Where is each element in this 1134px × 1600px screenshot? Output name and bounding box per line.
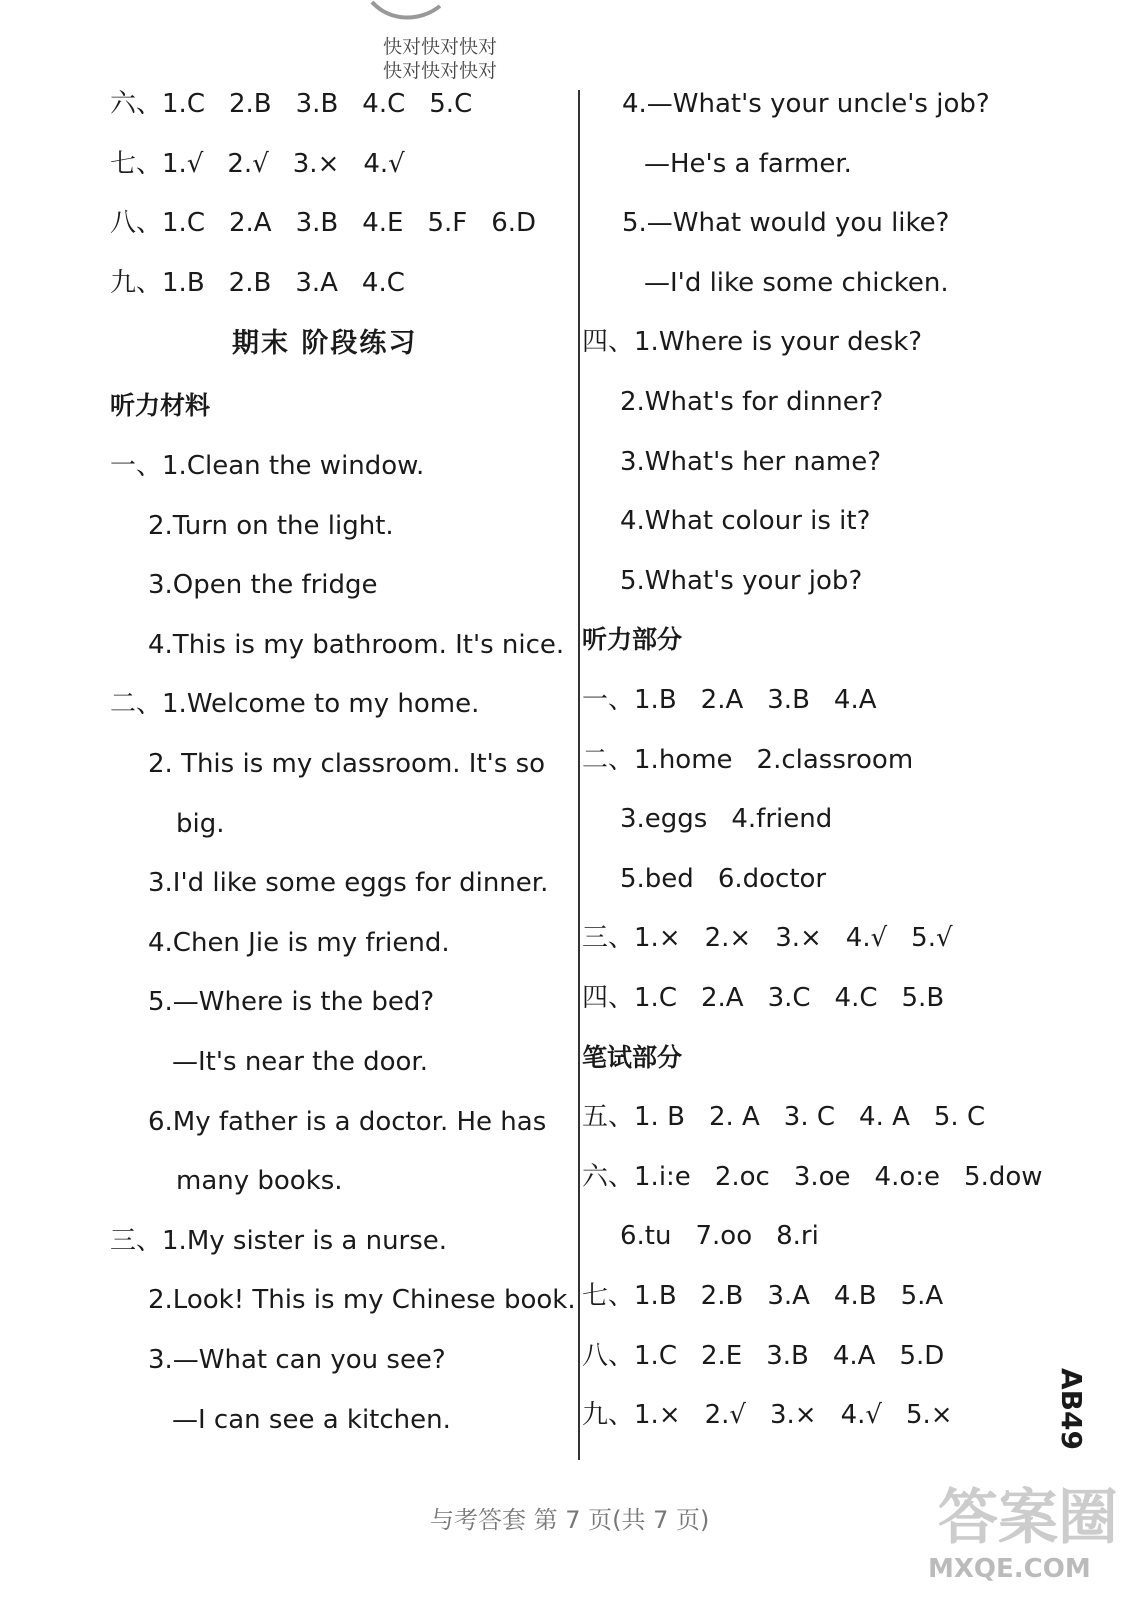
right-answer-row-item: 4. A	[859, 1102, 910, 1133]
transcript-text: 4.What colour is it?	[620, 506, 871, 537]
left-answer-row	[110, 267, 405, 301]
header-line-1: 快对快对快对	[383, 36, 498, 58]
transcript-line	[620, 446, 881, 480]
transcript-line	[148, 569, 378, 603]
transcript-line	[148, 510, 394, 544]
transcript-text: 2.Look! This is my Chinese book.	[148, 1285, 576, 1316]
transcript-line	[172, 1046, 428, 1080]
transcript-text: 1.Welcome to my home.	[162, 689, 480, 720]
right-answer-row	[582, 982, 944, 1016]
transcript-line	[622, 207, 949, 241]
section-title-text: 期末 阶段练习	[232, 328, 418, 359]
right-answer-row	[582, 1101, 985, 1135]
right-answer-row-item: 1.B	[634, 1281, 677, 1311]
watermark-cn: 答案圈	[938, 1483, 1118, 1553]
part-prefix: 四、	[582, 327, 635, 358]
transcript-line	[148, 748, 545, 782]
transcript-text: —It's near the door.	[172, 1047, 429, 1077]
right-answer-row	[582, 684, 877, 718]
part-prefix: 三、	[110, 1225, 163, 1256]
right-answer-row-item: 1.×	[634, 1400, 681, 1431]
transcript-line	[148, 629, 564, 663]
answer-item: 6.doctor	[717, 863, 827, 894]
left-answer-row-item: 3.B	[295, 89, 339, 119]
right-answer-row	[620, 1220, 819, 1254]
right-answer-row-item: 2.oc	[714, 1161, 770, 1192]
written-label-text: 笔试部分	[582, 1042, 683, 1072]
transcript-text: 6.My father is a doctor. He has	[148, 1106, 547, 1137]
transcript-text: 2.What's for dinner?	[620, 387, 884, 417]
right-answer-row-item: 4.o:e	[874, 1161, 941, 1192]
answer-item: 8.ri	[776, 1221, 819, 1252]
left-answer-row-item: 4.E	[362, 208, 404, 239]
transcript-text: 5.—Where is the bed?	[148, 987, 435, 1018]
left-answer-row-item: 4.C	[362, 89, 406, 119]
answer-item: 1.home	[634, 744, 733, 775]
listening-label	[582, 624, 682, 658]
right-answer-row-prefix: 六、	[582, 1161, 635, 1192]
left-answer-row-item: 4.C	[361, 267, 405, 298]
transcript-text: 5.—What would you like?	[622, 208, 950, 239]
watermark-url: MXQE.COM	[928, 1554, 1091, 1584]
right-answer-row-item: 5.D	[899, 1340, 945, 1371]
right-answer-row-prefix: 九、	[582, 1400, 635, 1431]
transcript-line	[148, 986, 434, 1020]
transcript-line	[622, 88, 990, 122]
transcript-text: 1.My sister is a nurse.	[162, 1225, 448, 1256]
right-answer-row-item: 4.C	[834, 983, 878, 1013]
left-answer-row	[110, 148, 405, 182]
right-answer-row-item: 2.B	[700, 1281, 744, 1311]
answer-item: 2.classroom	[756, 744, 914, 775]
right-answer-row-item: 3.B	[767, 685, 810, 715]
answer-item: 4.friend	[731, 804, 833, 835]
left-answer-row-item: 5.F	[427, 208, 468, 239]
left-answer-row-item: 3.B	[295, 208, 339, 239]
transcript-text: 2. This is my classroom. It's so	[148, 749, 546, 779]
side-page-tab: AB49	[1055, 1368, 1088, 1450]
transcript-line	[172, 1404, 451, 1438]
right-answer-row-item: 3.B	[766, 1340, 809, 1371]
transcript-text: 3.Open the fridge	[148, 570, 378, 601]
right-answer-row-item: 1.i:e	[634, 1161, 691, 1192]
transcript-line	[148, 927, 450, 961]
transcript-text: 2.Turn on the light.	[148, 510, 394, 541]
left-answer-row-item: 5.C	[429, 89, 473, 119]
right-answer-row-item: 2.A	[700, 983, 744, 1013]
right-answer-row-prefix: 一、	[582, 685, 635, 715]
watermark	[918, 1470, 1128, 1590]
transcript-text: 3.I'd like some eggs for dinner.	[148, 868, 549, 899]
right-answer-row	[582, 1161, 1043, 1195]
right-answer-row-item: 5. C	[933, 1102, 986, 1133]
transcript-text: 4.Chen Jie is my friend.	[148, 927, 450, 958]
right-answer-row-item: 5.×	[905, 1400, 953, 1431]
right-answer-row-item: 1.B	[634, 685, 677, 715]
right-answer-row	[582, 1280, 943, 1314]
answer-item: 5.bed	[620, 863, 694, 894]
transcript-text: 5.What's your job?	[620, 565, 863, 596]
left-answer-row-item: 2.A	[228, 208, 272, 239]
page-footer: 与考答套 第 7 页(共 7 页)	[430, 1506, 710, 1534]
right-answer-row-item: 2.×	[704, 923, 752, 954]
answer-item: 7.oo	[695, 1221, 753, 1252]
right-answer-row-prefix: 四、	[582, 983, 635, 1013]
transcript-line	[148, 1344, 446, 1378]
listening-material-label	[110, 390, 210, 424]
part-prefix: 二、	[582, 744, 635, 775]
transcript-line	[148, 1284, 576, 1318]
transcript-text: 4.—What's your uncle's job?	[622, 89, 990, 119]
right-answer-row-item: 3.×	[769, 1400, 817, 1431]
left-answer-row-item: 4.√	[363, 148, 405, 179]
right-answer-row-prefix: 三、	[582, 923, 635, 954]
right-answer-row-item: 3.×	[775, 923, 822, 954]
part-prefix: 二、	[110, 689, 163, 720]
left-answer-row	[110, 207, 536, 241]
right-answer-row-prefix: 八、	[582, 1340, 635, 1371]
left-answer-row-prefix: 六、	[110, 89, 163, 119]
right-answer-row-item: 1.C	[634, 983, 677, 1013]
right-answer-row-prefix: 五、	[582, 1102, 635, 1133]
transcript-text: —I'd like some chicken.	[644, 267, 949, 298]
transcript-line	[176, 1165, 343, 1199]
left-answer-row-item: 3.A	[295, 267, 338, 298]
left-answer-row-item: 1.B	[162, 267, 205, 298]
right-answer-row-item: 4.√	[840, 1400, 882, 1431]
left-answer-row-item: 1.C	[162, 89, 205, 119]
right-answer-row-item: 5.dow	[964, 1161, 1043, 1192]
transcript-line	[644, 148, 852, 182]
transcript-line	[620, 565, 862, 599]
left-answer-row-prefix: 八、	[110, 208, 163, 239]
written-label	[582, 1042, 682, 1076]
column-divider	[578, 90, 580, 1460]
right-answer-row-prefix: 七、	[582, 1281, 635, 1311]
right-answer-row-item: 5.B	[901, 983, 945, 1013]
right-answer-row-item: 2.√	[704, 1400, 746, 1431]
section-title	[232, 328, 417, 362]
transcript-text: —I can see a kitchen.	[172, 1404, 451, 1435]
answer-item: 3.eggs	[620, 804, 708, 835]
left-answer-row-item: 1.C	[162, 208, 205, 239]
right-answer-row-item: 4.A	[832, 1340, 876, 1371]
header-line-2: 快对快对快对	[383, 60, 498, 82]
right-answer-row	[582, 1399, 953, 1433]
left-answer-row-item: 3.×	[292, 148, 340, 179]
right-answer-row-item: 2.E	[700, 1340, 743, 1371]
left-answer-row-item: 2.B	[228, 89, 272, 119]
right-answer-row-item: 3.A	[767, 1281, 810, 1311]
transcript-line	[620, 505, 870, 539]
right-answer-row-item: 3. C	[783, 1102, 836, 1133]
right-answer-row	[582, 744, 913, 778]
transcript-line	[110, 450, 424, 484]
transcript-line	[148, 867, 548, 901]
right-answer-row-item: 5.A	[900, 1281, 944, 1311]
transcript-text: 1.Where is your desk?	[634, 327, 923, 358]
transcript-line	[110, 1225, 447, 1259]
right-answer-row-item: 3.oe	[793, 1161, 851, 1192]
left-answer-row-prefix: 九、	[110, 267, 163, 298]
transcript-text: big.	[176, 808, 225, 839]
right-answer-row-item: 2.A	[700, 685, 744, 715]
listening-material-text: 听力材料	[110, 391, 211, 420]
transcript-line	[148, 1106, 546, 1140]
right-answer-row-item: 1. B	[634, 1102, 685, 1133]
answer-item: 6.tu	[620, 1221, 672, 1252]
transcript-text: 3.What's her name?	[620, 446, 882, 477]
transcript-line	[110, 688, 479, 722]
transcript-line	[176, 808, 225, 842]
right-answer-row-item: 5.√	[911, 923, 953, 954]
left-answer-row	[110, 88, 472, 122]
transcript-text: many books.	[176, 1166, 343, 1197]
right-answer-row-item: 3.C	[767, 983, 811, 1013]
part-prefix: 一、	[110, 451, 163, 481]
transcript-text: 4.This is my bathroom. It's nice.	[148, 629, 565, 660]
transcript-text: —He's a farmer.	[644, 148, 852, 179]
right-answer-row-item: 4.A	[833, 685, 877, 715]
right-answer-row-item: 1.×	[634, 923, 681, 954]
right-answer-row	[620, 863, 826, 897]
right-answer-row	[582, 1340, 944, 1374]
transcript-line	[644, 267, 949, 301]
right-answer-row-item: 4.B	[833, 1281, 877, 1311]
header-logo-swoosh	[370, 0, 450, 22]
right-answer-row-item: 4.√	[845, 923, 888, 954]
right-answer-row	[620, 803, 832, 837]
left-answer-row-item: 1.√	[162, 148, 204, 179]
transcript-text: 1.Clean the window.	[162, 451, 425, 481]
transcript-line	[582, 326, 922, 360]
right-answer-row-item: 1.C	[634, 1340, 677, 1371]
left-answer-row-prefix: 七、	[110, 148, 163, 179]
transcript-line	[620, 386, 883, 420]
right-answer-row	[582, 922, 953, 956]
left-answer-row-item: 2.√	[227, 148, 269, 179]
right-answer-row-item: 2. A	[708, 1102, 760, 1133]
left-answer-row-item: 6.D	[491, 208, 537, 239]
listening-label-text: 听力部分	[582, 625, 683, 655]
left-answer-row-item: 2.B	[228, 267, 272, 298]
transcript-text: 3.—What can you see?	[148, 1345, 446, 1375]
